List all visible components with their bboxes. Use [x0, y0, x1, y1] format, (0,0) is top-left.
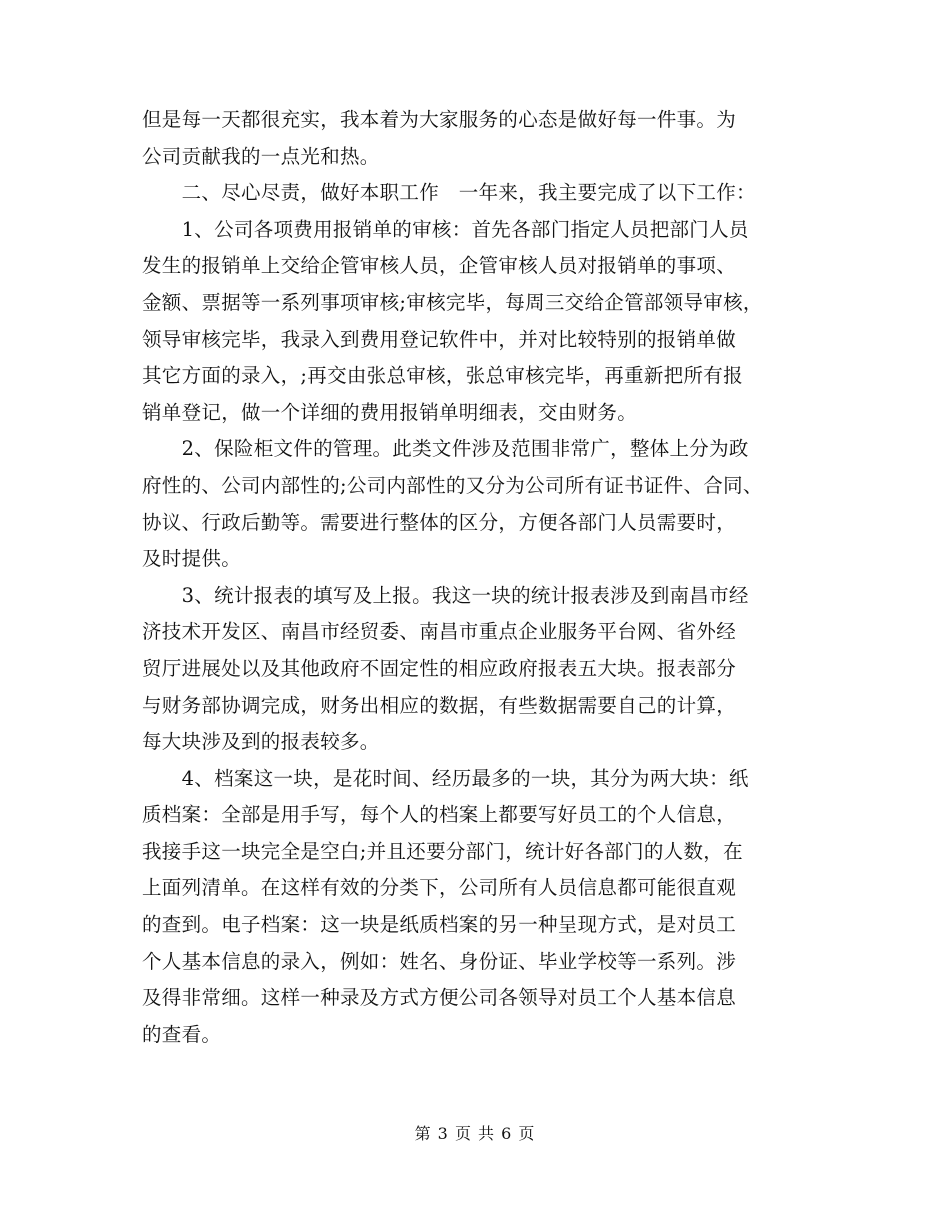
text-line: 及时提供。 — [142, 547, 242, 571]
text-line: 4、档案这一块，是花时间、经历最多的一块，其分为两大块：纸 — [142, 766, 749, 790]
text-line: 销单登记，做一个详细的费用报销单明细表，交由财务。 — [142, 400, 638, 424]
text-line: 公司贡献我的一点光和热。 — [142, 144, 380, 168]
text-line: 1、公司各项费用报销单的审核：首先各部门指定人员把部门人员 — [142, 217, 749, 241]
text-line: 协议、行政后勤等。需要进行整体的区分，方便各部门人员需要时， — [142, 510, 737, 534]
text-line: 的查到。电子档案：这一块是纸质档案的另一种呈现方式，是对员工 — [142, 913, 737, 937]
text-line: 上面列清单。在这样有效的分类下，公司所有人员信息都可能很直观 — [142, 876, 737, 900]
text-line: 的查看。 — [142, 1022, 222, 1046]
text-line: 2、保险柜文件的管理。此类文件涉及范围非常广，整体上分为政 — [142, 437, 749, 461]
text-line: 但是每一天都很充实，我本着为大家服务的心态是做好每一件事。为 — [142, 108, 737, 131]
text-line: 质档案：全部是用手写，每个人的档案上都要写好员工的个人信息， — [142, 803, 737, 827]
text-line: 3、统计报表的填写及上报。我这一块的统计报表涉及到南昌市经 — [142, 583, 749, 607]
text-line: 领导审核完毕，我录入到费用登记软件中，并对比较特别的报销单做 — [142, 327, 737, 351]
text-line: 每大块涉及到的报表较多。 — [142, 730, 380, 754]
text-line: 府性的、公司内部性的;公司内部性的又分为公司所有证书证件、合同、 — [142, 473, 763, 497]
text-line: 与财务部协调完成，财务出相应的数据，有些数据需要自己的计算， — [142, 693, 737, 717]
text-line: 及得非常细。这样一种录及方式方便公司各领导对员工个人基本信息 — [142, 986, 737, 1010]
page-number: 第 3 页 共 6 页 — [414, 1124, 536, 1143]
text-line: 其它方面的录入，;再交由张总审核，张总审核完毕，再重新把所有报 — [142, 364, 743, 388]
document-body — [142, 102, 832, 1053]
section-heading: 二、尽心尽责，做好本职工作 一年来，我主要完成了以下工作： — [142, 181, 756, 205]
page-footer — [0, 1122, 950, 1146]
text-line: 金额、票据等一系列事项审核;审核完毕，每周三交给企管部领导审核， — [142, 290, 763, 314]
text-line: 我接手这一块完全是空白;并且还要分部门，统计好各部门的人数，在 — [142, 839, 743, 863]
text-line: 发生的报销单上交给企管审核人员，企管审核人员对报销单的事项、 — [142, 254, 737, 278]
text-line: 个人基本信息的录入，例如：姓名、身份证、毕业学校等一系列。涉 — [142, 949, 737, 973]
text-line: 贸厅进展处以及其他政府不固定性的相应政府报表五大块。报表部分 — [142, 656, 737, 680]
text-line: 济技术开发区、南昌市经贸委、南昌市重点企业服务平台网、省外经 — [142, 620, 737, 644]
